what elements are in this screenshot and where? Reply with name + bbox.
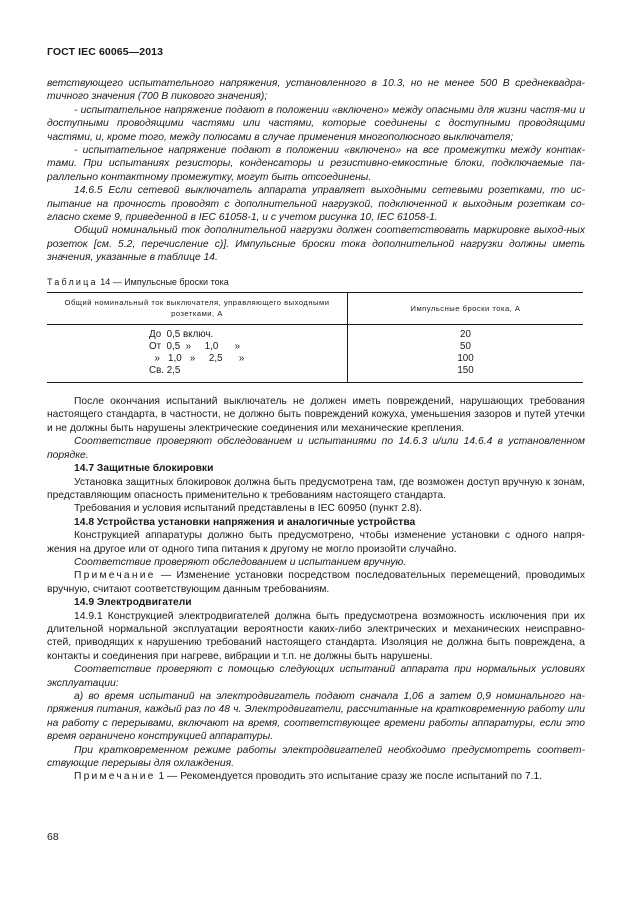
current-value: 100 [457, 352, 474, 364]
note-text: 1 — Рекомендуется проводить это испытание сразу же после испытаний по 7.1. [155, 771, 543, 783]
range-value: От 0,5 » 1,0 » [149, 340, 241, 352]
current-value: 50 [460, 340, 471, 352]
note-label: Примечание [74, 570, 156, 582]
section-heading-14-9: 14.9 Электродвигатели [74, 597, 192, 609]
section-heading-14-7: 14.7 Защитные блокировки [74, 463, 214, 475]
paragraph: При кратковременном режиме работы электродвигателей необходимо предусмотреть соответ-ствующие перерывы для охлаждения. [47, 744, 585, 770]
list-item: - испытательное напряжение подают в положении «включено» на все промежутки между контак-тами. При испытаниях резисторы, конденсаторы и резистивно-емкостные блоки, подключаемые па-раллельно контактному промежутку, могут быть отсоединены. [47, 145, 585, 183]
range-value: Св. 2,5 [149, 364, 181, 376]
clause-14-6-5-load-paragraph: Общий номинальный ток дополнительной нагрузки должен соответствовать маркировке выход-ных розеток [см. 5.2, перечисление c)]. Импульсные броски тока дополнительной нагрузки должны иметь значения, указанные в таблице 14. [47, 225, 585, 264]
inrush-current-table [47, 292, 583, 383]
paragraph: Требования и условия испытаний представлены в IEC 60950 (пункт 2.8). [74, 503, 422, 515]
table-cell-ranges [47, 324, 348, 382]
table-header-cell: Общий номинальный ток выключателя, управляющего выходными розетками, А [47, 292, 348, 324]
page-content [47, 77, 585, 784]
note-label: Примечание [74, 771, 156, 783]
clause-14-6-5: 14.6.5 Если сетевой выключатель аппарата управляет выходными сетевыми розетками, то ис-пытание на прочность проводят с дополнительной нагрузкой, подключенной к выходным розеткам со-гласно схеме 9, приведенной в IEC 61058-1, и с учетом рисунка 10, IEC 61058-1. [47, 185, 585, 224]
note-text: — Изменение установки посредством последовательных перемещений, проводимых вручную, считают соответствующим данным требованиям. [47, 570, 585, 595]
document-header: ГОСТ IEC 60065—2013 [47, 46, 164, 58]
table-body-row [47, 324, 583, 382]
continuation-paragraph: ветствующего испытательного напряжения, установленного в 10.3, но не менее 500 В среднеквадра-тичного значения (700 В пикового значения); [47, 78, 585, 103]
range-value: » 1,0 » 2,5 » [149, 352, 245, 364]
list-item: - испытательное напряжение подают в положении «включено» между опасными для жизни частя-ми и доступными проводящими частями или частями, которые соединены с доступными проводящими частями, и, кроме того, между полюсами в случае применения многополюсного выключателя; [47, 104, 585, 143]
table-caption [47, 276, 585, 288]
note [47, 569, 585, 596]
paragraph: Конструкцией аппаратуры должно быть предусмотрено, чтобы изменение установки с одного напря-жения на другое или от одного типа питания к другому не могло произойти случайно. [47, 530, 585, 555]
table-caption-text: 14 — Импульсные броски тока [97, 276, 229, 287]
section-heading-14-8: 14.8 Устройства установки напряжения и аналогичные устройства [74, 516, 416, 528]
table-header-cell: Импульсные броски тока, А [348, 292, 584, 324]
current-value: 150 [457, 364, 474, 376]
current-value: 20 [460, 328, 471, 340]
page-number: 68 [47, 831, 59, 843]
table-caption-label: Таблица [47, 276, 98, 287]
paragraph: Установка защитных блокировок должна быть предусмотрена там, где возможен доступ вручную к зонам, представляющим опасность применительно к требованиям настоящего стандарта. [47, 476, 585, 501]
range-value: До 0,5 включ. [149, 328, 214, 340]
compliance-paragraph: Соответствие проверяют с помощью следующих испытаний аппарата при нормальных условиях эксплуатации: [47, 664, 585, 689]
paragraph: После окончания испытаний выключатель не должен иметь повреждений, нарушающих требования настоящего стандарта, в частности, не должно быть повреждений кожуха, уменьшения зазоров и путей утечки и не должны быть нарушены электрические соединения или механические крепления. [47, 396, 585, 434]
note [47, 770, 585, 783]
paragraph: 14.9.1 Конструкцией электродвигателей должна быть предусмотрена возможность исключения при их длительной нормальной эксплуатации вероятности каких-либо электрических и механических неисправно-стей, приводящих к нарушению требований настоящего стандарта. Изоляция не должна быть повреждена, а контакты и соединения при нагреве, вибрации и т.п. не должны быть нарушены. [47, 610, 585, 662]
table-cell-currents [348, 324, 584, 382]
compliance-paragraph: Соответствие проверяют обследованием и испытанием вручную. [74, 556, 407, 568]
list-item: а) во время испытаний на электродвигатель подают сначала 1,06 а затем 0,9 номинального на-пряжения питания, каждый раз по 48 ч. Электродвигатели, рассчитанные на кратковременную работу или на работу с перерывами, включают на время, соответствующее времени работы аппаратуры, если это время ограничено конструкцией аппаратуры. [47, 691, 585, 743]
table-header-row [47, 292, 583, 324]
compliance-paragraph: Соответствие проверяют обследованием и испытаниями по 14.6.3 и/или 14.6.4 в установленном порядке. [47, 436, 585, 461]
